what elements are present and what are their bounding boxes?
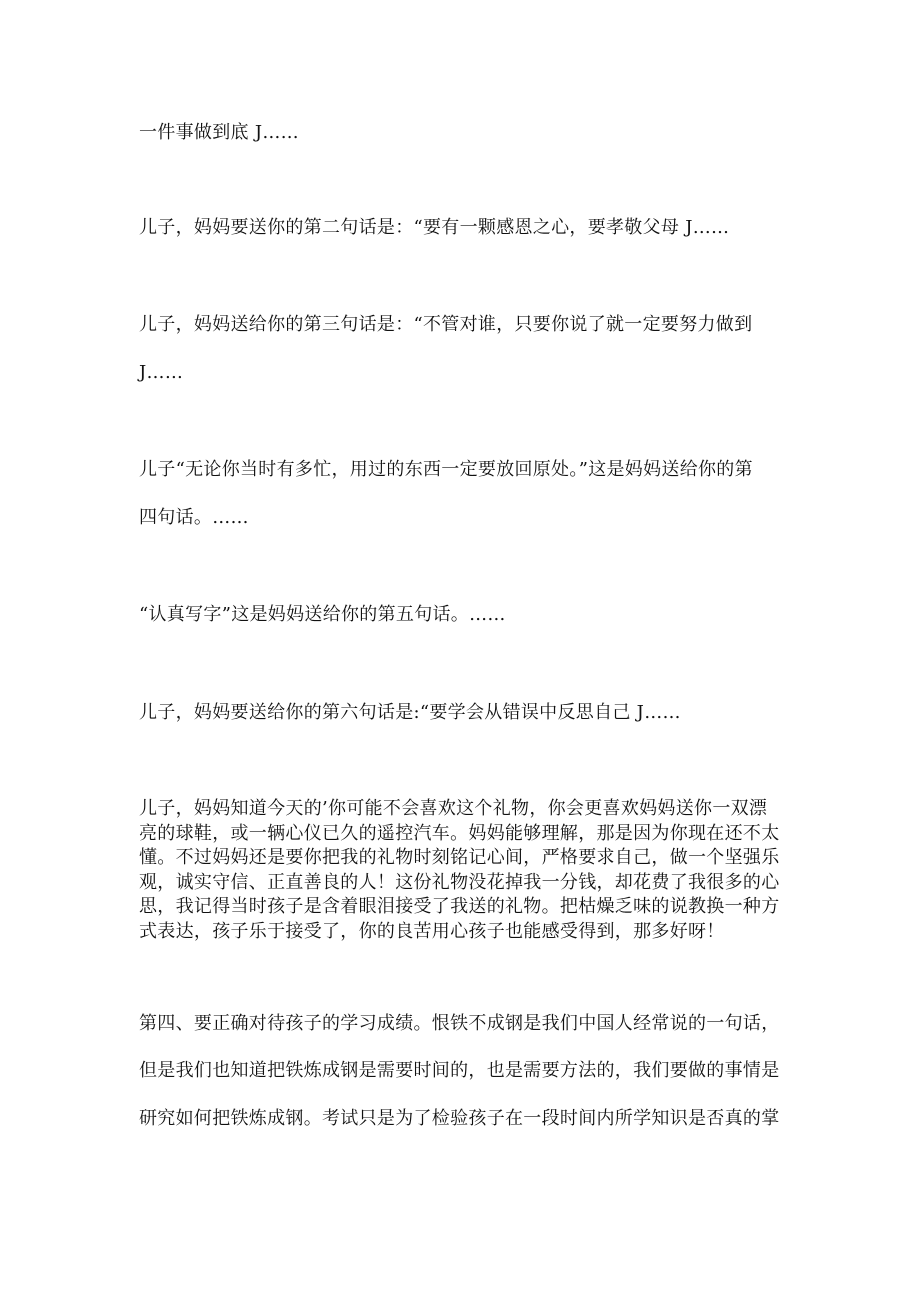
section4-line-1: 第四、要正确对待孩子的学习成绩。恨铁不成钢是我们中国人经常说的一句话， [139, 1013, 780, 1034]
paragraph-gift [139, 797, 799, 944]
paragraph-line: 观，诚实守信、正直善良的人！这份礼物没花掉我一分钱，却花费了我很多的心 [139, 871, 780, 893]
section4-line-2: 但是我们也知道把铁炼成钢是需要时间的，也是需要方法的，我们要做的事情是 [139, 1060, 780, 1081]
text-line-1: 一件事做到底 J…… [139, 122, 299, 143]
section4-line-3: 研究如何把铁炼成钢。考试只是为了检验孩子在一段时间内所学知识是否真的掌 [139, 1108, 780, 1129]
paragraph-line: 亮的球鞋，或一辆心仪已久的遥控汽车。妈妈能够理解，那是因为你现在还不太 [139, 822, 780, 844]
paragraph-line: 懂。不过妈妈还是要你把我的礼物时刻铭记心间，严格要求自己，做一个坚强乐 [139, 847, 780, 868]
text-line-6: 儿子，妈妈要送给你的第六句话是:“要学会从错误中反思自己 J…… [139, 702, 681, 723]
text-line-3a: 儿子，妈妈送给你的第三句话是：“不管对谁，只要你说了就一定要努力做到 [139, 314, 753, 335]
paragraph-line: 思，我记得当时孩子是含着眼泪接受了我送的礼物。把枯燥乏味的说教换一种方 [139, 896, 780, 917]
text-line-5: “认真写字”这是妈妈送给你的第五句话。…… [139, 604, 506, 625]
text-line-3b: J…… [139, 362, 184, 383]
paragraph-line: 式表达，孩子乐于接受了，你的良苦用心孩子也能感受得到，那多好呀！ [139, 920, 725, 942]
text-line-2: 儿子，妈妈要送你的第二句话是：“要有一颗感恩之心，要孝敬父母 J…… [139, 217, 730, 238]
paragraph-line: 儿子，妈妈知道今天的’你可能不会喜欢这个礼物，你会更喜欢妈妈送你一双漂 [139, 798, 768, 819]
text-line-4a: 儿子“无论你当时有多忙，用过的东西一定要放回原处。”这是妈妈送给你的第 [139, 459, 753, 480]
text-line-4b: 四句话。…… [139, 507, 249, 528]
